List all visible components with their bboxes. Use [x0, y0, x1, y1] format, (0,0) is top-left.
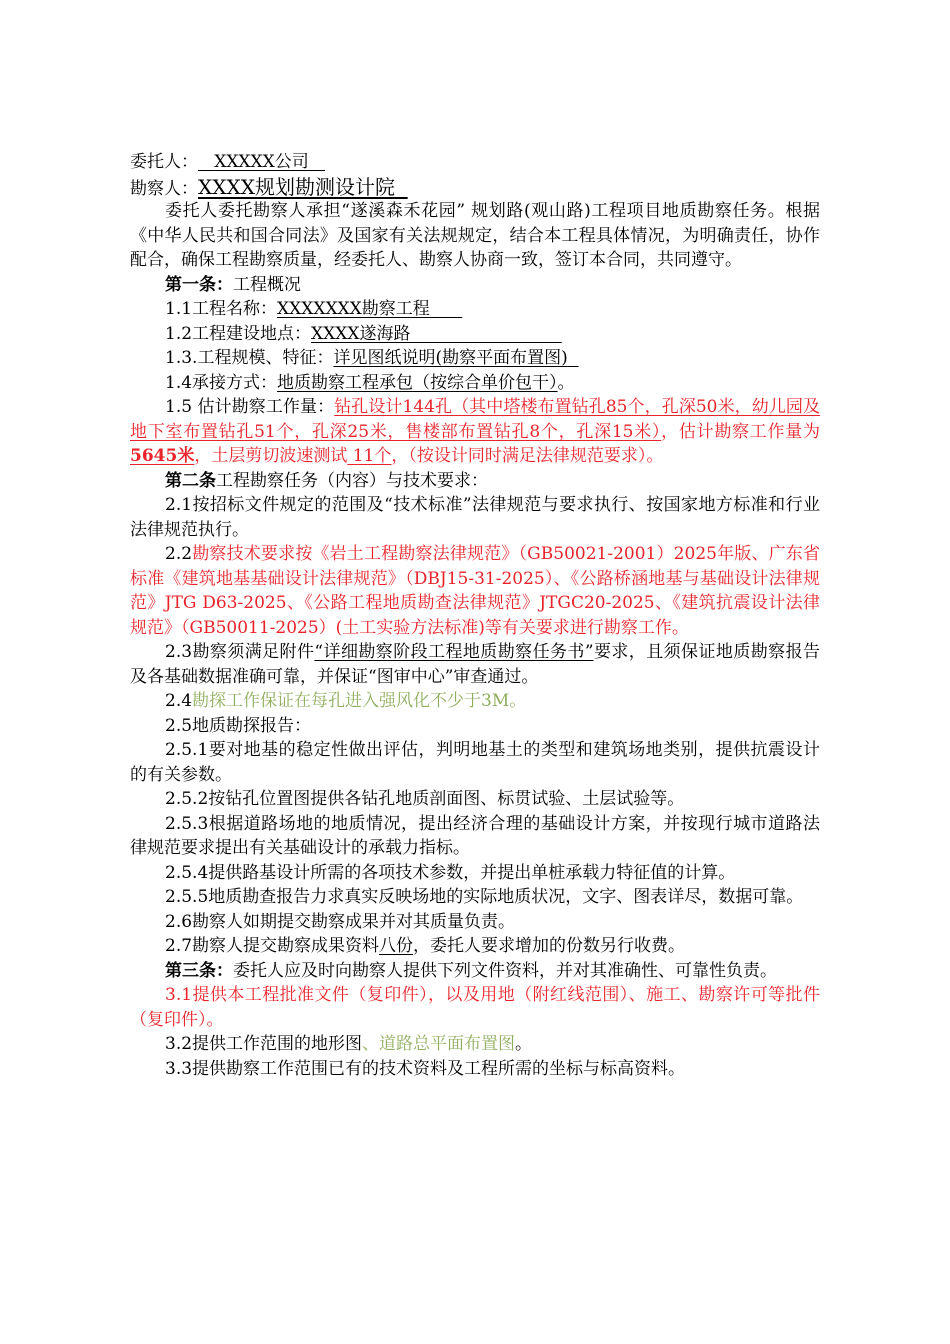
item-2-7-copies: 八份 [379, 936, 414, 956]
item-3-2-tail: 。 [515, 1034, 533, 1054]
item-1-3-value: 详见图纸说明(勘察平面布置图) [333, 348, 568, 368]
item-1-1-value: XXXXXXX勘察工程 [277, 299, 430, 319]
item-1-5-count: 11个 [347, 446, 392, 466]
item-3-2-text: 3.2提供工作范围的地形图 [165, 1034, 363, 1054]
surveyor-value: XXXX规划勘测设计院 [198, 174, 395, 199]
article-3-title: 第三条： [165, 960, 233, 981]
intro-paragraph: 委托人委托勘察人承担“遂溪森禾花园” 规划路(观山路)工程项目地质勘察任务。根据《中华人民共和国合同法》及国家有关法规规定，结合本工程具体情况，为明确责任，协作配合，确保工程勘察质量，经委托人、勘察人协商一致，签订本合同，共同遵守。 [130, 201, 820, 270]
item-1-2 [130, 322, 820, 347]
item-2-2 [130, 542, 820, 640]
item-2-5: 2.5地质勘探报告： [165, 715, 312, 736]
item-1-2-value: XXXX遂海路 [311, 323, 411, 344]
item-2-1: 2.1按招标文件规定的范围及“技术标准”法律规范与要求执行、按国家地方标准和行业法律规范执行。 [130, 495, 820, 540]
article-2-title: 第二条 [165, 470, 216, 491]
item-1-5-total: 5645米 [130, 446, 195, 466]
item-1-5-text-2: ，土层剪切波速测试 [194, 446, 348, 466]
item-1-5 [130, 395, 820, 469]
item-2-4 [130, 689, 820, 714]
client-value: XXXXX公司 [214, 152, 309, 172]
item-1-5-text: ，估计勘察工作量为 [661, 421, 821, 442]
item-2-3 [130, 640, 820, 689]
item-1-3 [130, 346, 820, 371]
item-2-3-text: 2.3勘察须满足附件 [165, 642, 315, 662]
item-3-2-road-plan: 、道路总平面布置图 [362, 1034, 516, 1054]
article-1-title-rest: 工程概况 [233, 274, 301, 295]
item-1-4 [130, 371, 820, 396]
item-1-1 [130, 297, 820, 322]
article-1-heading [130, 273, 820, 298]
item-2-5-2: 2.5.2按钻孔位置图提供各钻孔地质剖面图、标贯试验、土层试验等。 [165, 789, 685, 809]
item-1-3-label: 1.3.工程规模、特征： [165, 348, 334, 368]
item-2-2-text: 勘察技术要求按《岩土工程勘察法律规范》（GB50021-2001）2025年版、广东省标准《建筑地基基础设计法律规范》（DBJ15-31-2025）、《公路桥涵地基与基础设计法律规范》JTG D63-2025、《公路工程地质勘查法律规范》JTGC20-2025、《建筑抗震设计法律规范》（GB50011-2025）(土工实验方法标准)等有关要求进行勘察工作。 [130, 544, 820, 638]
item-1-2-label: 1.2工程建设地点： [165, 323, 312, 344]
article-3-title-rest: 委托人应及时向勘察人提供下列文件资料，并对其准确性、可靠性负责。 [233, 960, 777, 981]
item-2-7 [130, 934, 820, 959]
article-1-title: 第一条： [165, 274, 233, 295]
item-1-4-tail: 。 [557, 372, 575, 393]
client-label: 委托人： [130, 152, 198, 172]
item-2-5-3: 2.5.3根据道路场地的地质情况，提出经济合理的基础设计方案，并按现行城市道路法律规范要求提出有关基础设计的承载力指标。 [130, 813, 820, 858]
item-2-4-text: 勘探工作保证在每孔进入强风化不少于3M。 [192, 691, 527, 711]
item-1-4-label: 1.4承接方式： [165, 372, 278, 393]
item-1-5-drilling: 钻孔设计144孔（其中塔楼布置钻孔85个，孔深50米，幼儿园及地下室布置钻孔51个，孔深25米，售楼部布置钻孔8个，孔深15米） [130, 397, 820, 442]
item-2-5-1: 2.5.1要对地基的稳定性做出评估，判明地基土的类型和建筑场地类别，提供抗震设计的有关参数。 [130, 740, 820, 785]
client-line [130, 150, 820, 175]
article-3-heading [130, 959, 820, 984]
contract-page [130, 150, 820, 1081]
item-1-1-label: 1.1工程名称： [165, 299, 278, 319]
surveyor-line [130, 175, 820, 200]
item-2-4-number: 2.4 [165, 691, 193, 711]
item-2-3-attachment: “详细勘察阶段工程地质勘察任务书” [314, 642, 594, 662]
item-2-3-text-2: 要求，且须保证地质勘察报告及各基础数据准确可靠，并保证“图审中心”审查通过。 [130, 642, 820, 687]
item-2-2-number: 2.2 [165, 544, 193, 564]
item-1-4-value: 地质勘察工程承包（按综合单价包干） [277, 372, 558, 393]
item-2-6: 2.6勘察人如期提交勘察成果并对其质量负责。 [165, 911, 516, 932]
item-2-7-text-2: ，委托人要求增加的份数另行收费。 [413, 936, 686, 956]
item-3-1: 3.1提供本工程批准文件（复印件），以及用地（附红线范围）、施工、勘察许可等批件（复印件）。 [130, 985, 820, 1030]
item-1-5-label: 1.5 估计勘察工作量： [165, 397, 335, 417]
article-2-heading [130, 469, 820, 494]
article-2-title-rest: 工程勘察任务（内容）与技术要求： [216, 470, 488, 491]
item-3-3: 3.3提供勘察工作范围已有的技术资料及工程所需的坐标与标高资料。 [165, 1058, 686, 1079]
item-2-5-4: 2.5.4提供路基设计所需的各项技术参数，并提出单桩承载力特征值的计算。 [165, 862, 736, 883]
item-1-5-tail: ，（按设计同时满足法律规范要求）。 [391, 446, 664, 466]
item-2-7-text: 2.7勘察人提交勘察成果资料 [165, 936, 380, 956]
surveyor-label: 勘察人： [130, 178, 198, 199]
item-2-5-5: 2.5.5地质勘查报告力求真实反映场地的实际地质状况，文字、图表详尽，数据可靠。 [165, 887, 804, 907]
item-3-2 [130, 1032, 820, 1057]
